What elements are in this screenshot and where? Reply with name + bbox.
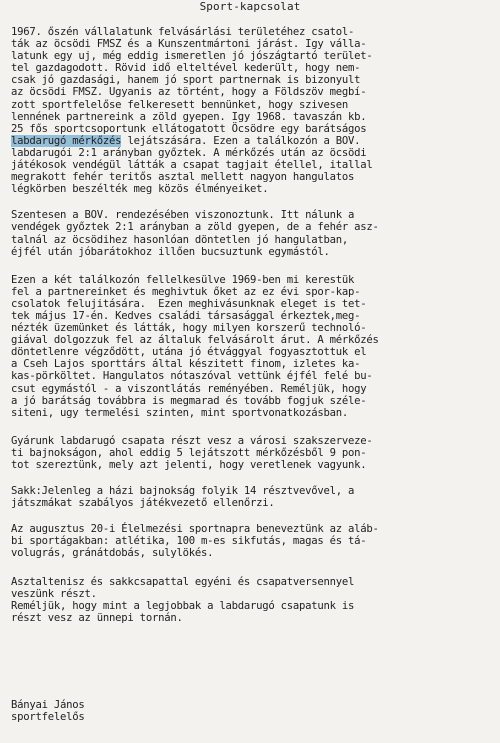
line-text: megrakott fehér teritős asztal mellett nagyon hangulatos [11, 171, 355, 184]
line-text: tel gazdagodott. Rövid idő elteltével kederült, hogy nem- [11, 62, 361, 75]
text-line [11, 588, 497, 600]
text-line [11, 407, 497, 419]
line-text: zott sportfelelőse felkeresett bennünket, hogy szivesen [11, 98, 349, 111]
line-text: Gyárunk labdarugó csapata részt vesz a városi szakszerveze- [11, 434, 373, 447]
line-text: Szentesen a BOV. rendezésében viszonoztunk. Itt nálunk a [11, 209, 355, 222]
line-text: nézték üzemünket és látták, hogy milyen korszerű technoló- [11, 322, 367, 335]
text-line [11, 50, 497, 62]
paragraph [11, 26, 497, 195]
text-line [11, 135, 497, 147]
paragraph-gap [11, 560, 497, 576]
text-line [11, 86, 497, 98]
text-line [11, 383, 497, 395]
line-text: a jó barátság továbbra is megmarad és tovább fogjuk széle- [11, 394, 367, 407]
line-text: éjfél után jóbarátokhoz illően bucsuztunk egymástól. [11, 245, 330, 258]
text-line [11, 395, 497, 407]
line-text: csak jó gazdasági, hanem jó sport partnernak is bizonyult [11, 74, 361, 87]
text-line [11, 26, 497, 38]
paragraph [11, 576, 497, 624]
highlighted-text: labdarugó mérkőzés [11, 134, 122, 147]
paragraph [11, 274, 497, 419]
paragraph [11, 435, 497, 471]
line-text: bi sportágakban: atlétika, 100 m-es sikfutás, magas és tá- [11, 535, 367, 548]
paragraph-gap [11, 258, 497, 274]
text-line [11, 62, 497, 74]
text-line [11, 274, 497, 286]
line-text: giával dolgozzuk fel az általuk felvásárolt árut. A mérkőzés [11, 334, 379, 347]
signature-name: Bányai János [11, 699, 85, 711]
line-text: 25 fős sportcsoportunk ellátogatott Öcsödre egy barátságos [11, 122, 367, 135]
line-text: lennének partnereink a zöld gyepen. Igy 1968. tavaszán kb. [11, 110, 367, 123]
line-text: Sakk:Jelenleg a házi bajnokság folyik 14 résztvevővel, a [11, 485, 355, 498]
text-line [11, 159, 497, 171]
paragraph-gap [11, 195, 497, 209]
paragraph [11, 523, 497, 559]
text-line [11, 523, 497, 535]
text-line [11, 497, 497, 509]
line-text: talnál az öcsödihez hasonlóan döntetlen jó hangulatban, [11, 233, 349, 246]
line-text: csut egymástól - a viszontlátás reményében. Reméljük, hogy [11, 382, 367, 395]
text-line [11, 358, 497, 370]
line-text: veszünk részt. [11, 587, 97, 600]
line-text: Ezen a két találkozón fellelkesülve 1969-ben mi kerestük [11, 273, 355, 286]
text-line [11, 459, 497, 471]
text-line [11, 234, 497, 246]
text-line [11, 298, 497, 310]
text-line [11, 535, 497, 547]
line-text: ti bajnokságon, ahol eddig 5 lejátszott mérkőzésből 9 pon- [11, 446, 367, 459]
text-line [11, 485, 497, 497]
paragraph-gap [11, 471, 497, 485]
line-text: labdarugói 2:1 arányban győztek. A mérkőzés után az öcsödi [11, 146, 367, 159]
text-line [11, 286, 497, 298]
line-text: Reméljük, hogy mint a legjobbak a labdarugó csapatunk is [11, 599, 355, 612]
text-line [11, 147, 497, 159]
text-line [11, 171, 497, 183]
line-text: játékosok vendégül látták a csapat tagjait étellel, itallal [11, 159, 373, 172]
line-text: döntetlenre végződött, utána jó étvággyal fogyasztottuk el [11, 346, 367, 359]
signature-block [11, 699, 85, 723]
text-line [11, 183, 497, 195]
text-line [11, 600, 497, 612]
document-body [11, 26, 497, 624]
text-line [11, 435, 497, 447]
text-line [11, 322, 497, 334]
text-line [11, 346, 497, 358]
line-text: kas-pörköltet. Hangulatos nótaszóval vettünk éjfél felé bu- [11, 370, 373, 383]
line-text: Az augusztus 20-i Élelmezési sportnapra beneveztünk az aláb- [11, 523, 379, 536]
line-text: latunk egy uj, még eddig ismeretlen jó jószágtartó terület- [11, 50, 373, 63]
text-line [11, 547, 497, 559]
text-line [11, 99, 497, 111]
text-line [11, 447, 497, 459]
line-text: fel a partnereinket és meghivtuk őket az ez évi spor-kap- [11, 285, 361, 298]
paragraph-gap [11, 509, 497, 523]
line-text: 1967. őszén vállalatunk felvásárlási területéhez csatol- [11, 26, 355, 38]
line-text: a Cseh Lajos sporttárs által készitett finom, izletes ka- [11, 358, 361, 371]
line-text: tek május 17-én. Kedves családi társasággal érkeztek,meg- [11, 309, 361, 322]
line-text: vendégek győztek 2:1 arányban a zöld gyepen, de a fehér asz- [11, 221, 379, 234]
text-line [11, 123, 497, 135]
document-title: Sport-kapcsolat [199, 0, 301, 13]
line-text: csolatok felujitására. Ezen meghivásunknak eleget is tet- [11, 297, 367, 310]
line-text: volugrás, gránátdobás, sulylökés. [11, 547, 214, 560]
line-text: lejátszására. Ezen a találkozón a BOV. [121, 134, 361, 147]
text-line [11, 310, 497, 322]
text-line [11, 209, 497, 221]
line-text: Asztaltenisz és sakkcsapattal egyéni és csapatversennyel [11, 575, 355, 588]
line-text: légkörben beszélték meg közös élményeiket. [11, 183, 269, 196]
line-text: az öcsödi FMSZ. Ugyanis az történt, hogy a Földszöv megbí- [11, 86, 367, 99]
line-text: tot szereztünk, mely azt jelenti, hogy veretlenek vagyunk. [11, 459, 367, 471]
text-line [11, 111, 497, 123]
line-text: részt vesz az ünnepi tornán. [11, 611, 183, 624]
paragraph [11, 485, 497, 509]
text-line [11, 38, 497, 50]
line-text: játszmákat szabályos játékvezető ellenőrzi. [11, 497, 275, 510]
line-text: siteni, ugy termelési szinten, mint sportvonatkozásban. [11, 406, 349, 419]
text-line [11, 334, 497, 346]
text-line [11, 221, 497, 233]
text-line [11, 612, 497, 624]
paragraph [11, 209, 497, 257]
signature-role: sportfelelős [11, 711, 85, 724]
text-line [11, 370, 497, 382]
text-line [11, 576, 497, 588]
line-text: ták az öcsödi FMSZ és a Kunszentmártoni járást. Igy válla- [11, 38, 367, 51]
paragraph-gap [11, 419, 497, 435]
text-line [11, 74, 497, 86]
text-line [11, 246, 497, 258]
